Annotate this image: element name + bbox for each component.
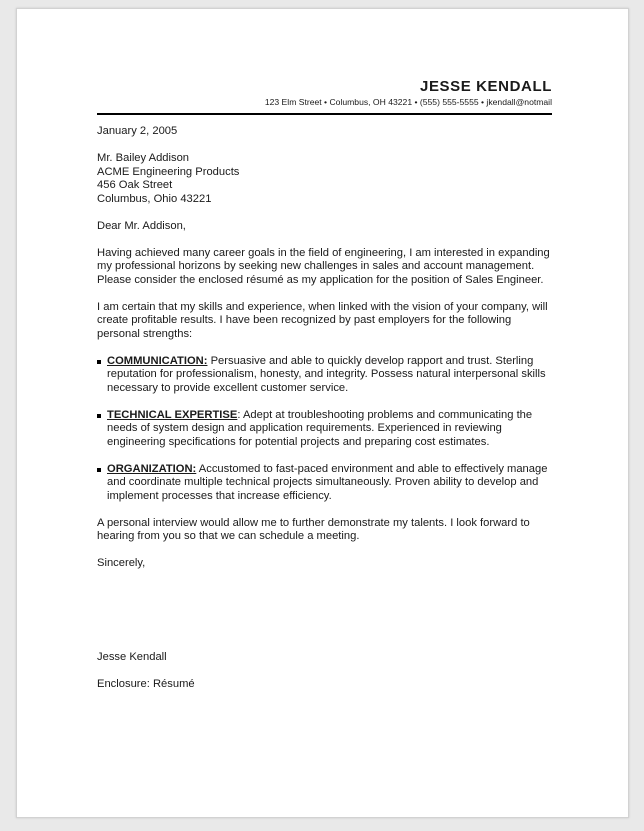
strengths-intro-paragraph: I am certain that my skills and experience, when linked with the vision of your company, will create profitable results. I have been recognized by past employers for the following personal strengths: bbox=[97, 300, 548, 340]
recipient-name: Mr. Bailey Addison bbox=[97, 152, 190, 164]
letter-body bbox=[97, 125, 550, 691]
strength-text: : Adept at troubleshooting problems and communicating the needs of system design and application requirements. Experienced in reviewing engineering specifications for potential projects and preparing cost estimates. bbox=[107, 408, 533, 448]
enclosure-note: Enclosure: Résumé bbox=[97, 677, 195, 690]
strength-item bbox=[97, 355, 550, 396]
recipient-address bbox=[97, 152, 550, 206]
recipient-street: 456 Oak Street bbox=[97, 179, 173, 191]
strength-item bbox=[97, 409, 550, 450]
closing: Sincerely, bbox=[97, 557, 146, 569]
signer-name: Jesse Kendall bbox=[97, 650, 167, 663]
recipient-company: ACME Engineering Products bbox=[97, 165, 240, 178]
sender-name: JESSE KENDALL bbox=[420, 78, 552, 95]
intro-paragraph: Having achieved many career goals in the field of engineering, I am interested in expanding my professional horizons by seeking new challenges in sales and account management. Please consider the enclosed résumé as my application for the position of Sales Engineer. bbox=[97, 246, 550, 286]
strength-term: ORGANIZATION: bbox=[107, 462, 197, 475]
letter-page bbox=[16, 8, 629, 818]
strength-text: Accustomed to fast-paced environment and able to effectively manage and coordinate multiple technical projects simultaneously. Proven ability to develop and implement processes that increase efficiency. bbox=[107, 462, 548, 502]
strength-term: COMMUNICATION: bbox=[107, 354, 208, 367]
closing-paragraph: A personal interview would allow me to further demonstrate my talents. I look forward to hearing from you so that we can schedule a meeting. bbox=[97, 516, 530, 542]
letterhead bbox=[17, 78, 552, 108]
strength-term: TECHNICAL EXPERTISE bbox=[107, 408, 238, 421]
recipient-city: Columbus, Ohio 43221 bbox=[97, 192, 212, 205]
salutation: Dear Mr. Addison, bbox=[97, 219, 186, 232]
strength-text: Persuasive and able to quickly develop rapport and trust. Sterling reputation for professionalism, honesty, and integrity. Possess natural interpersonal skills necessary to provide excellent customer service. bbox=[107, 354, 546, 394]
bullet-square-icon bbox=[97, 414, 101, 418]
strength-item bbox=[97, 463, 550, 504]
header-divider bbox=[97, 113, 552, 115]
sender-contact-line: 123 Elm Street • Columbus, OH 43221 • (555) 555-5555 • jkendall@notmail bbox=[264, 97, 552, 107]
bullet-square-icon bbox=[97, 360, 101, 364]
letter-date: January 2, 2005 bbox=[97, 125, 178, 137]
bullet-square-icon bbox=[97, 468, 101, 472]
